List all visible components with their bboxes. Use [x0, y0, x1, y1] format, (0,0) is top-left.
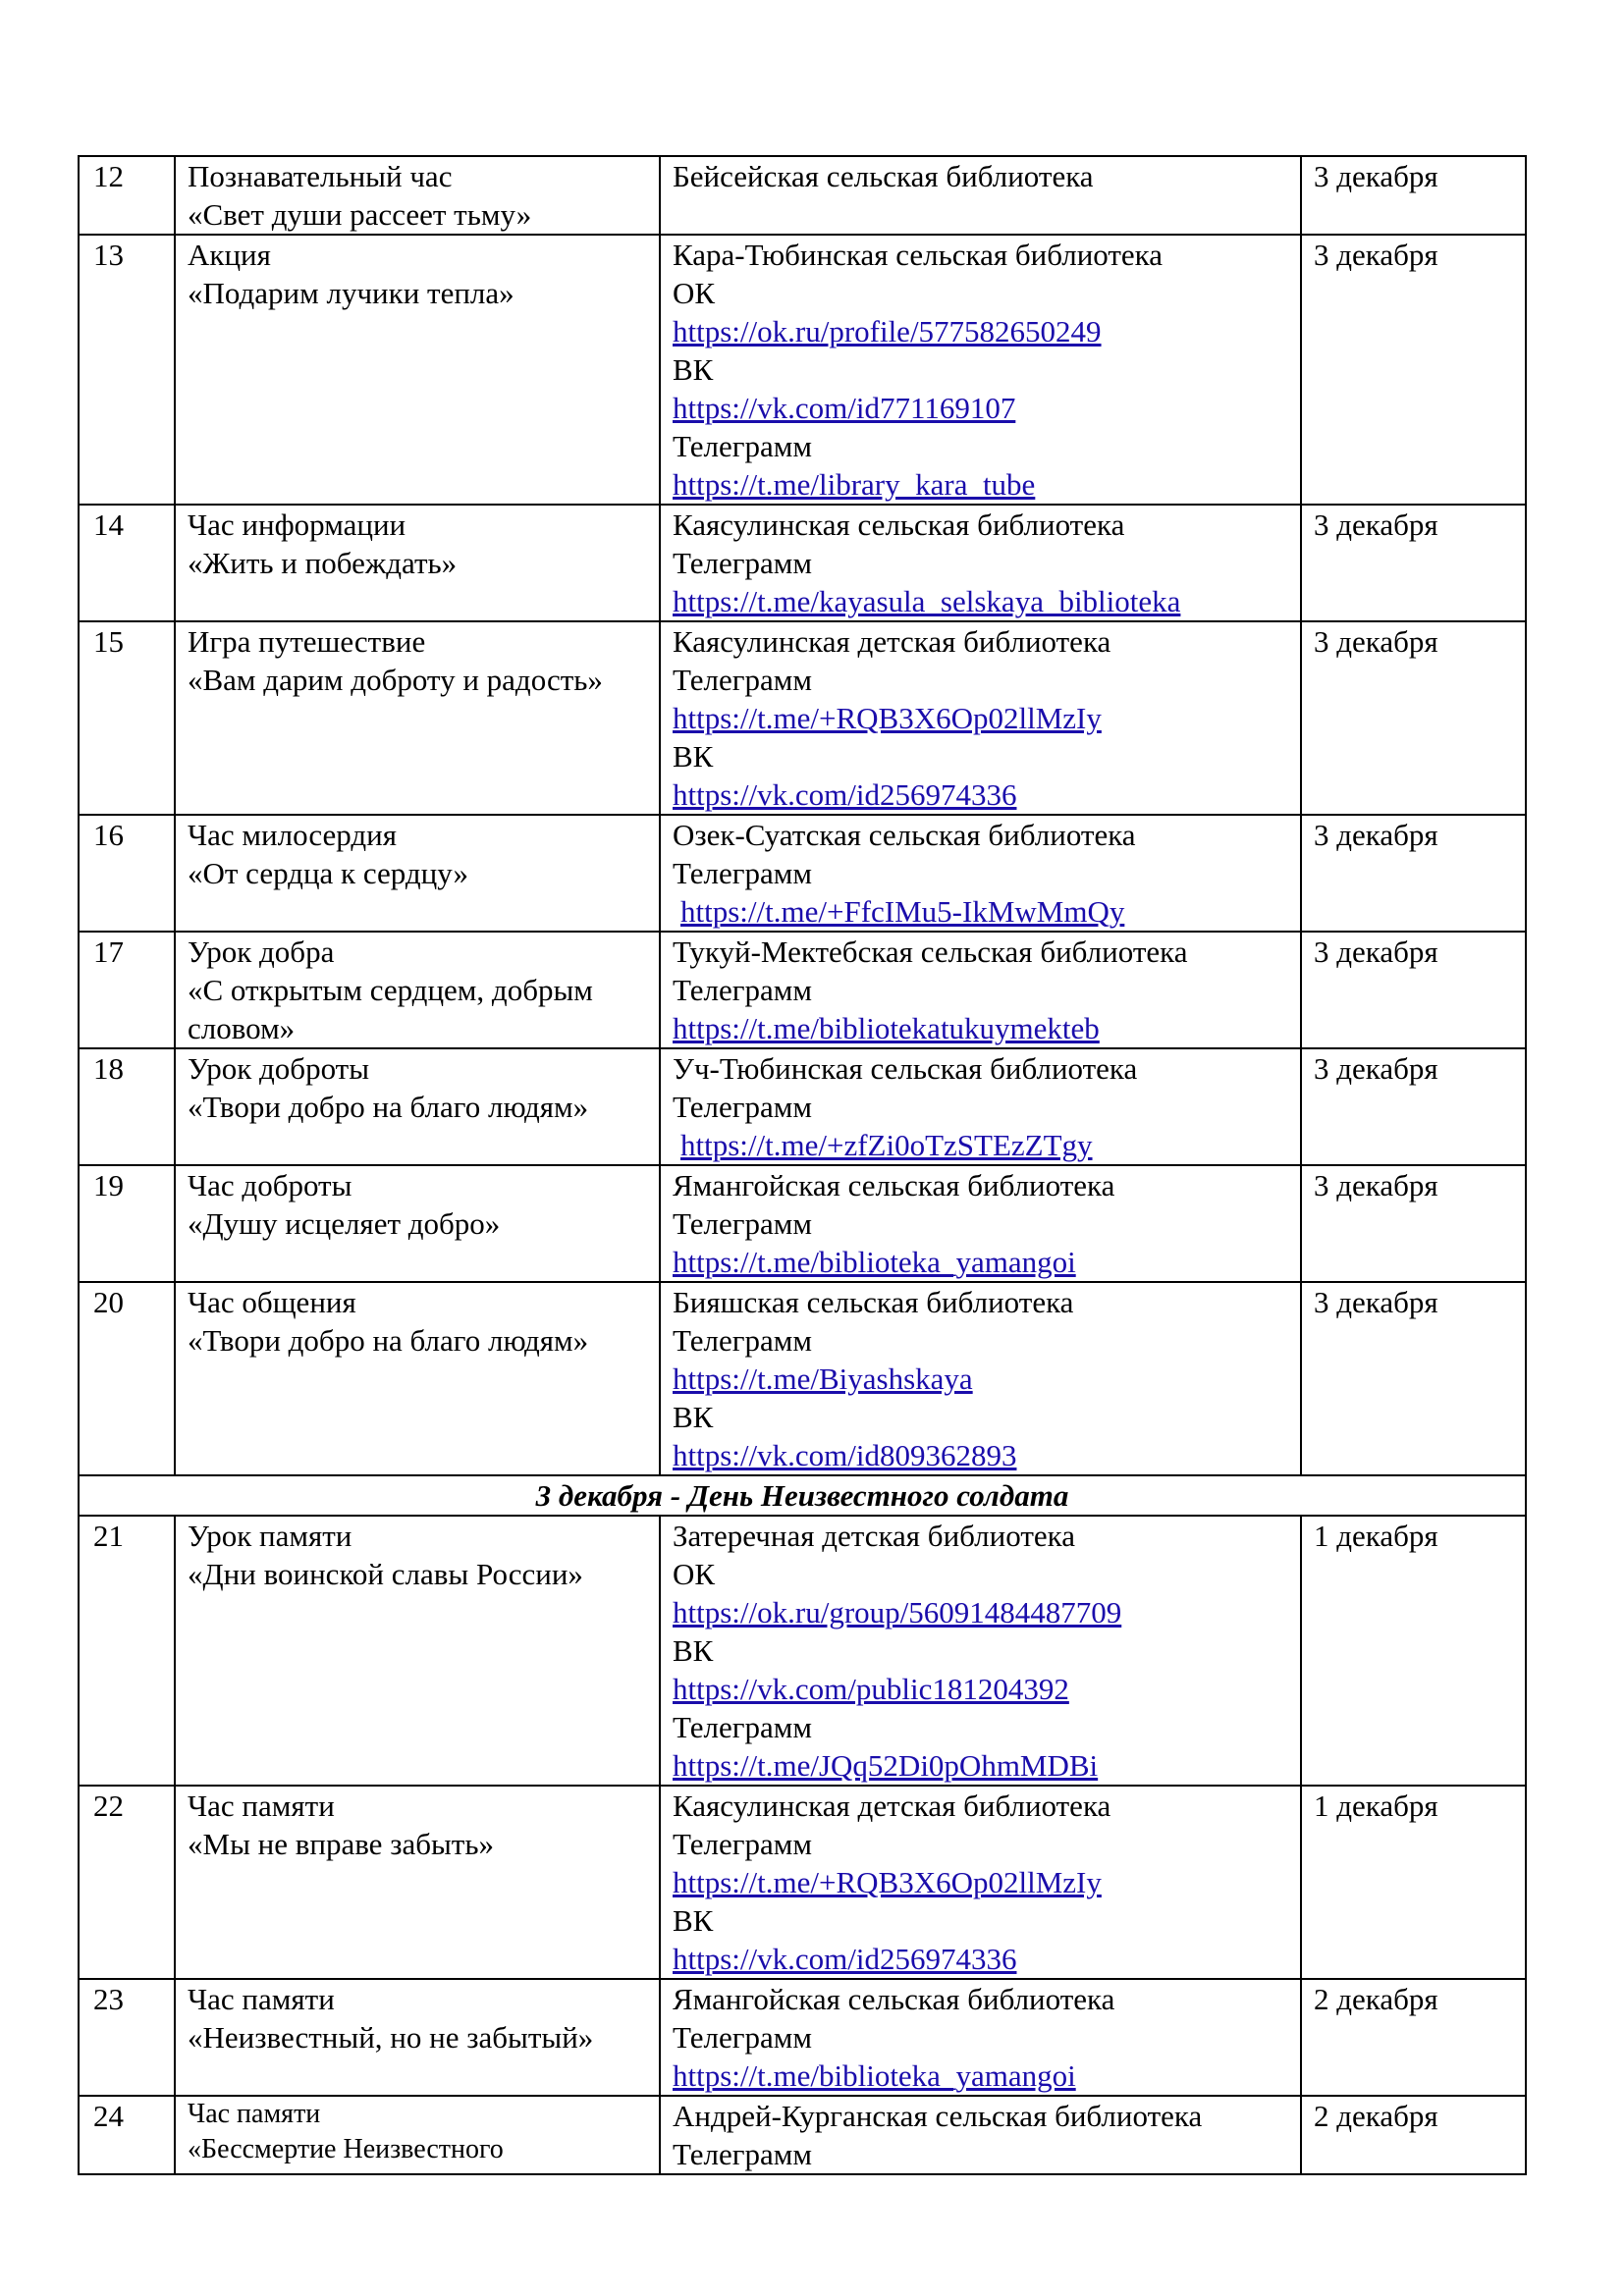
venue-platform-label: ОК	[673, 276, 716, 310]
event-cell	[175, 1786, 660, 1979]
venue-link[interactable]: https://vk.com/id256974336	[673, 777, 1017, 812]
event-row	[79, 932, 1526, 1048]
venue-platform-label: Телеграмм	[673, 1206, 812, 1241]
venue-name: Каясулинская детская библиотека	[673, 624, 1111, 659]
event-cell	[175, 2096, 660, 2174]
event-cell	[175, 932, 660, 1048]
venue-platform-label: ВК	[673, 352, 714, 387]
venue-cell	[660, 1786, 1301, 1979]
row-number: 14	[79, 505, 175, 621]
event-title: «Душу исцеляет добро»	[188, 1206, 501, 1241]
venue-cell	[660, 1979, 1301, 2096]
event-row	[79, 815, 1526, 932]
venue-cell	[660, 1048, 1301, 1165]
event-title: «Дни воинской славы России»	[188, 1557, 583, 1591]
event-row	[79, 1786, 1526, 1979]
row-number: 21	[79, 1516, 175, 1786]
row-number: 20	[79, 1282, 175, 1475]
event-title: «Твори добро на благо людям»	[188, 1323, 589, 1358]
row-number: 12	[79, 156, 175, 235]
venue-name: Каясулинская сельская библиотека	[673, 507, 1125, 542]
venue-cell	[660, 1516, 1301, 1786]
venue-platform-label: Телеграмм	[673, 1090, 812, 1124]
venue-name: Андрей-Курганская сельская библиотека	[673, 2099, 1203, 2133]
event-date: 1 декабря	[1301, 1786, 1526, 1979]
venue-link[interactable]: https://ok.ru/group/56091484487709	[673, 1595, 1122, 1629]
venue-link[interactable]: https://t.me/library_kara_tube	[673, 467, 1036, 502]
venue-link[interactable]: https://t.me/bibliotekatukuymekteb	[673, 1011, 1100, 1045]
venue-link[interactable]: https://vk.com/id809362893	[673, 1438, 1017, 1472]
event-date: 3 декабря	[1301, 1282, 1526, 1475]
event-type: Игра путешествие	[188, 624, 426, 659]
venue-platform-label: ВК	[673, 739, 714, 774]
row-number: 19	[79, 1165, 175, 1282]
row-number: 13	[79, 235, 175, 505]
venue-cell	[660, 815, 1301, 932]
event-date: 3 декабря	[1301, 621, 1526, 815]
event-cell	[175, 1979, 660, 2096]
event-cell	[175, 1165, 660, 1282]
row-number: 16	[79, 815, 175, 932]
venue-cell	[660, 1282, 1301, 1475]
venue-cell	[660, 932, 1301, 1048]
event-title: «Подарим лучики тепла»	[188, 276, 514, 310]
event-row	[79, 505, 1526, 621]
venue-cell	[660, 621, 1301, 815]
event-row	[79, 621, 1526, 815]
venue-name: Озек-Суатская сельская библиотека	[673, 818, 1136, 852]
event-date: 3 декабря	[1301, 1048, 1526, 1165]
venue-cell	[660, 235, 1301, 505]
venue-platform-label: Телеграмм	[673, 2137, 812, 2171]
venue-link[interactable]: https://t.me/biblioteka_yamangoi	[673, 1245, 1076, 1279]
event-title: «С открытым сердцем, добрым словом»	[188, 973, 593, 1045]
venue-name: Ямангойская сельская библиотека	[673, 1168, 1115, 1202]
venue-name: Ямангойская сельская библиотека	[673, 1982, 1115, 2016]
event-date: 3 декабря	[1301, 1165, 1526, 1282]
event-date: 2 декабря	[1301, 2096, 1526, 2174]
event-type: Урок добра	[188, 934, 335, 969]
event-row	[79, 1979, 1526, 2096]
event-date: 3 декабря	[1301, 156, 1526, 235]
event-date: 3 декабря	[1301, 932, 1526, 1048]
venue-link[interactable]: https://vk.com/id256974336	[673, 1942, 1017, 1976]
event-row	[79, 156, 1526, 235]
event-row	[79, 235, 1526, 505]
venue-link[interactable]: https://t.me/JQq52Di0pOhmMDBi	[673, 1748, 1099, 1783]
venue-platform-label: ВК	[673, 1633, 714, 1668]
venue-link[interactable]: https://t.me/biblioteka_yamangoi	[673, 2058, 1076, 2093]
venue-link[interactable]: https://t.me/Biyashskaya	[673, 1362, 973, 1396]
event-type: Урок памяти	[188, 1519, 352, 1553]
venue-platform-label: Телеграмм	[673, 973, 812, 1007]
venue-platform-label: Телеграмм	[673, 1827, 812, 1861]
venue-link[interactable]: https://t.me/kayasula_selskaya_biblioteka	[673, 584, 1181, 618]
event-date: 1 декабря	[1301, 1516, 1526, 1786]
event-row	[79, 2096, 1526, 2174]
event-date: 3 декабря	[1301, 235, 1526, 505]
event-title: «Мы не вправе забыть»	[188, 1827, 494, 1861]
event-title: «Жить и побеждать»	[188, 546, 458, 580]
section-title: 3 декабря - День Неизвестного солдата	[79, 1475, 1526, 1516]
venue-cell	[660, 505, 1301, 621]
event-date: 2 декабря	[1301, 1979, 1526, 2096]
event-cell	[175, 1282, 660, 1475]
venue-name: Уч-Тюбинская сельская библиотека	[673, 1051, 1138, 1086]
event-type: Час доброты	[188, 1168, 352, 1202]
venue-platform-label: ВК	[673, 1400, 714, 1434]
event-title: «От сердца к сердцу»	[188, 856, 468, 890]
venue-platform-label: ОК	[673, 1557, 716, 1591]
venue-platform-label: Телеграмм	[673, 663, 812, 697]
venue-platform-label: Телеграмм	[673, 856, 812, 890]
event-type: Час памяти	[188, 1982, 335, 2016]
venue-platform-label: Телеграмм	[673, 546, 812, 580]
row-number: 17	[79, 932, 175, 1048]
row-number: 23	[79, 1979, 175, 2096]
venue-platform-label: Телеграмм	[673, 1710, 812, 1744]
event-date: 3 декабря	[1301, 815, 1526, 932]
event-date: 3 декабря	[1301, 505, 1526, 621]
event-cell	[175, 505, 660, 621]
venue-link[interactable]: https://t.me/+FfcIMu5-IkMwMmQy	[680, 894, 1125, 929]
venue-link[interactable]: https://t.me/+zfZi0oTzSTEzZTgy	[680, 1128, 1093, 1162]
event-title: «Вам дарим доброту и радость»	[188, 663, 603, 697]
section-row	[79, 1475, 1526, 1516]
event-cell	[175, 235, 660, 505]
event-type: Познавательный час	[188, 159, 453, 193]
venue-link[interactable]: https://t.me/+RQB3X6Op02llMzIy	[673, 701, 1102, 735]
venue-name: Бияшская сельская библиотека	[673, 1285, 1074, 1319]
event-cell	[175, 156, 660, 235]
event-type: Час памяти	[188, 1789, 335, 1823]
venue-name: Бейсейская сельская библиотека	[673, 159, 1094, 193]
row-number: 18	[79, 1048, 175, 1165]
venue-cell	[660, 156, 1301, 235]
event-type: Час памяти	[188, 2099, 321, 2129]
venue-name: Кара-Тюбинская сельская библиотека	[673, 238, 1164, 272]
venue-cell	[660, 1165, 1301, 1282]
event-cell	[175, 815, 660, 932]
events-table-body	[79, 156, 1526, 2174]
event-row	[79, 1282, 1526, 1475]
venue-platform-label: Телеграмм	[673, 429, 812, 463]
event-type: Урок доброты	[188, 1051, 370, 1086]
venue-name: Тукуй-Мектебская сельская библиотека	[673, 934, 1188, 969]
event-row	[79, 1048, 1526, 1165]
event-title: «Свет души рассеет тьму»	[188, 197, 532, 232]
event-row	[79, 1516, 1526, 1786]
venue-link[interactable]: https://vk.com/public181204392	[673, 1672, 1069, 1706]
venue-platform-label: Телеграмм	[673, 1323, 812, 1358]
event-cell	[175, 1048, 660, 1165]
venue-cell	[660, 2096, 1301, 2174]
event-cell	[175, 1516, 660, 1786]
event-row	[79, 1165, 1526, 1282]
event-type: Час общения	[188, 1285, 356, 1319]
event-title: «Твори добро на благо людям»	[188, 1090, 589, 1124]
venue-platform-label: ВК	[673, 1903, 714, 1938]
row-number: 22	[79, 1786, 175, 1979]
venue-name: Каясулинская детская библиотека	[673, 1789, 1111, 1823]
venue-link[interactable]: https://vk.com/id771169107	[673, 391, 1016, 425]
row-number: 15	[79, 621, 175, 815]
venue-link[interactable]: https://t.me/+RQB3X6Op02llMzIy	[673, 1865, 1102, 1899]
venue-platform-label: Телеграмм	[673, 2020, 812, 2055]
venue-link[interactable]: https://ok.ru/profile/577582650249	[673, 314, 1102, 348]
event-type: Акция	[188, 238, 271, 272]
event-type: Час милосердия	[188, 818, 397, 852]
row-number: 24	[79, 2096, 175, 2174]
events-table	[78, 155, 1527, 2175]
event-type: Час информации	[188, 507, 406, 542]
event-title: «Бессмертие Неизвестного	[188, 2134, 504, 2164]
event-cell	[175, 621, 660, 815]
event-title: «Неизвестный, но не забытый»	[188, 2020, 594, 2055]
venue-name: Затеречная детская библиотека	[673, 1519, 1075, 1553]
